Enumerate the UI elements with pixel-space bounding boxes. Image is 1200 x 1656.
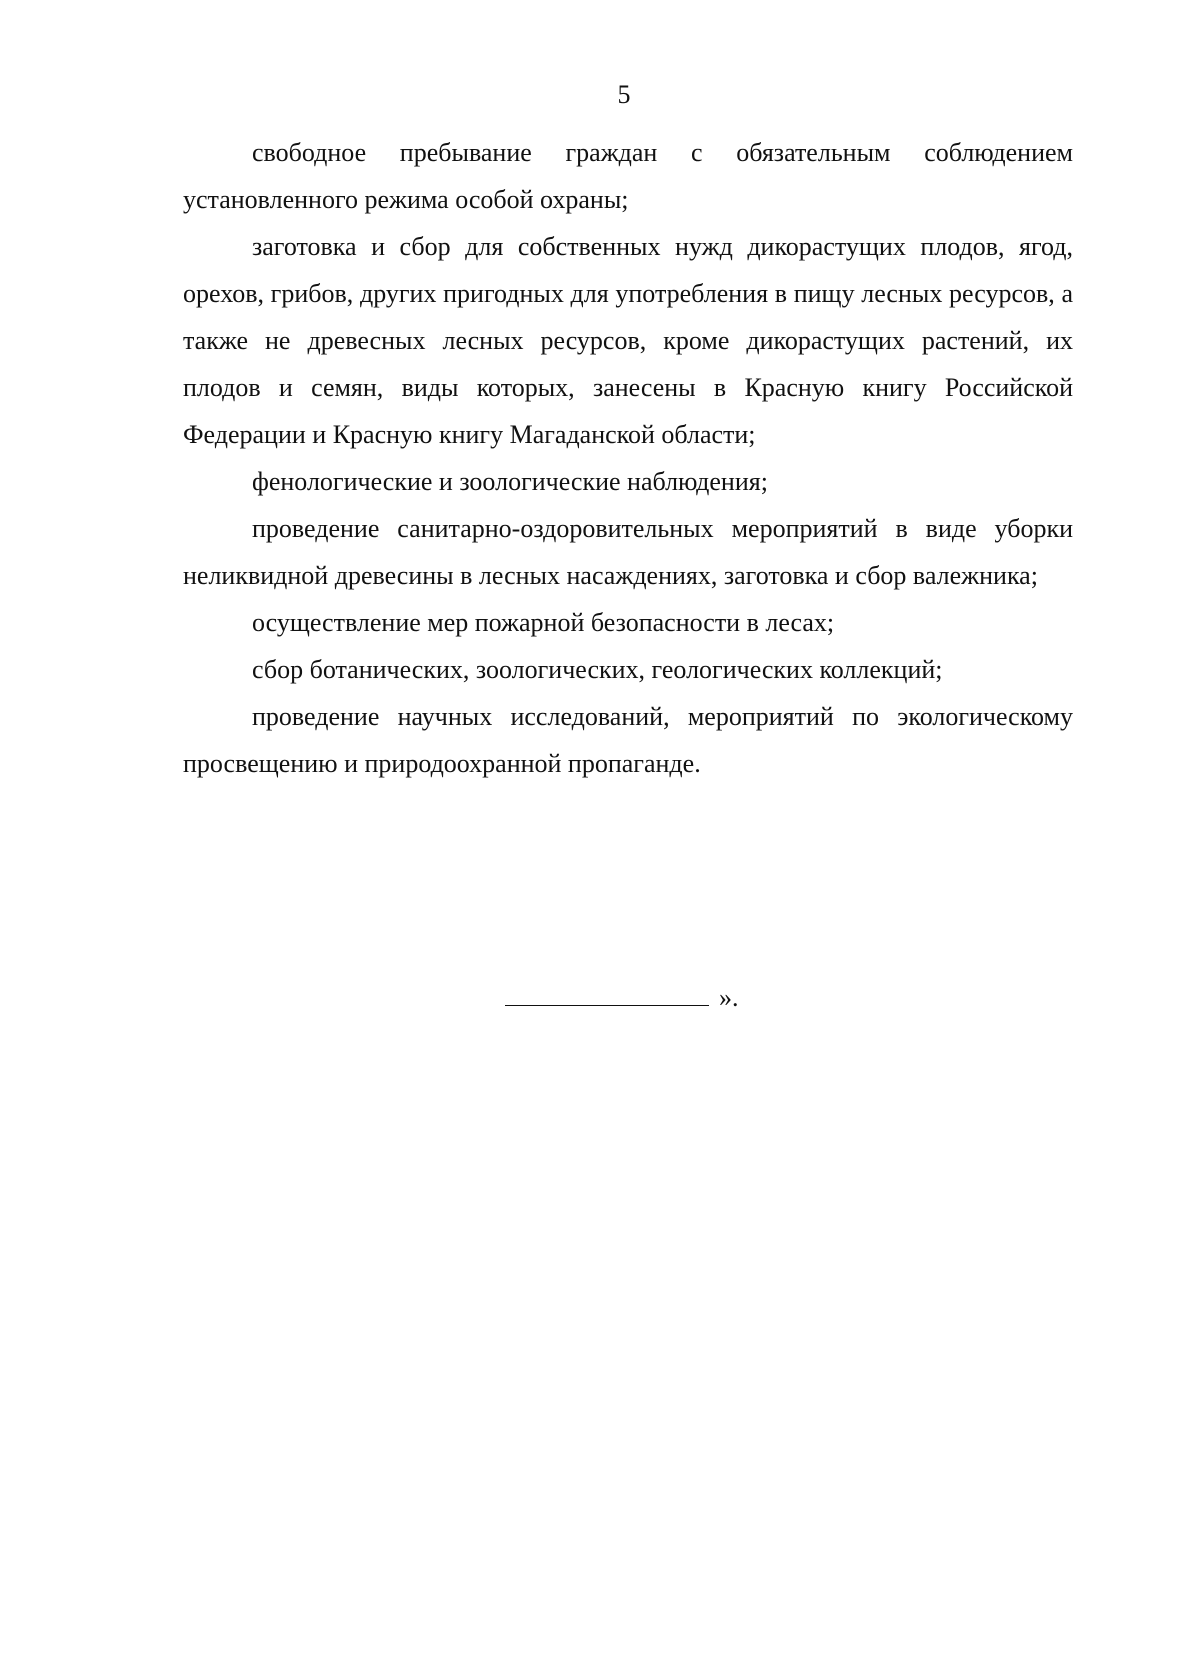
paragraph-observations: фенологические и зоологические наблюдения; bbox=[252, 467, 768, 496]
document-body bbox=[183, 129, 1073, 787]
paragraph-harvesting: заготовка и сбор для собственных нужд дикорастущих плодов, ягод, орехов, грибов, других пригодных для употребления в пищу лесных ресурсов, а также не древесных лесных ресурсов, кроме дикорастущих растений, их плодов и семян, виды которых, занесены в Красную книгу Российской Федерации и Красную книгу Магаданской области; bbox=[183, 232, 1073, 449]
closing-quote: ». bbox=[719, 983, 739, 1012]
closing-mark bbox=[505, 983, 739, 1013]
closing-rule bbox=[505, 984, 709, 1006]
page-number: 5 bbox=[617, 80, 631, 109]
paragraph-free-stay: свободное пребывание граждан с обязательным соблюдением установленного режима особой охраны; bbox=[183, 138, 1073, 214]
paragraph-fire-safety: осуществление мер пожарной безопасности в лесах; bbox=[252, 608, 835, 637]
paragraph-research: проведение научных исследований, мероприятий по экологическому просвещению и природоохранной пропаганде. bbox=[183, 702, 1073, 778]
paragraph-collections: сбор ботанических, зоологических, геологических коллекций; bbox=[252, 655, 943, 684]
paragraph-sanitary-measures: проведение санитарно-оздоровительных мероприятий в виде уборки неликвидной древесины в лесных насаждениях, заготовка и сбор валежника; bbox=[183, 514, 1073, 590]
